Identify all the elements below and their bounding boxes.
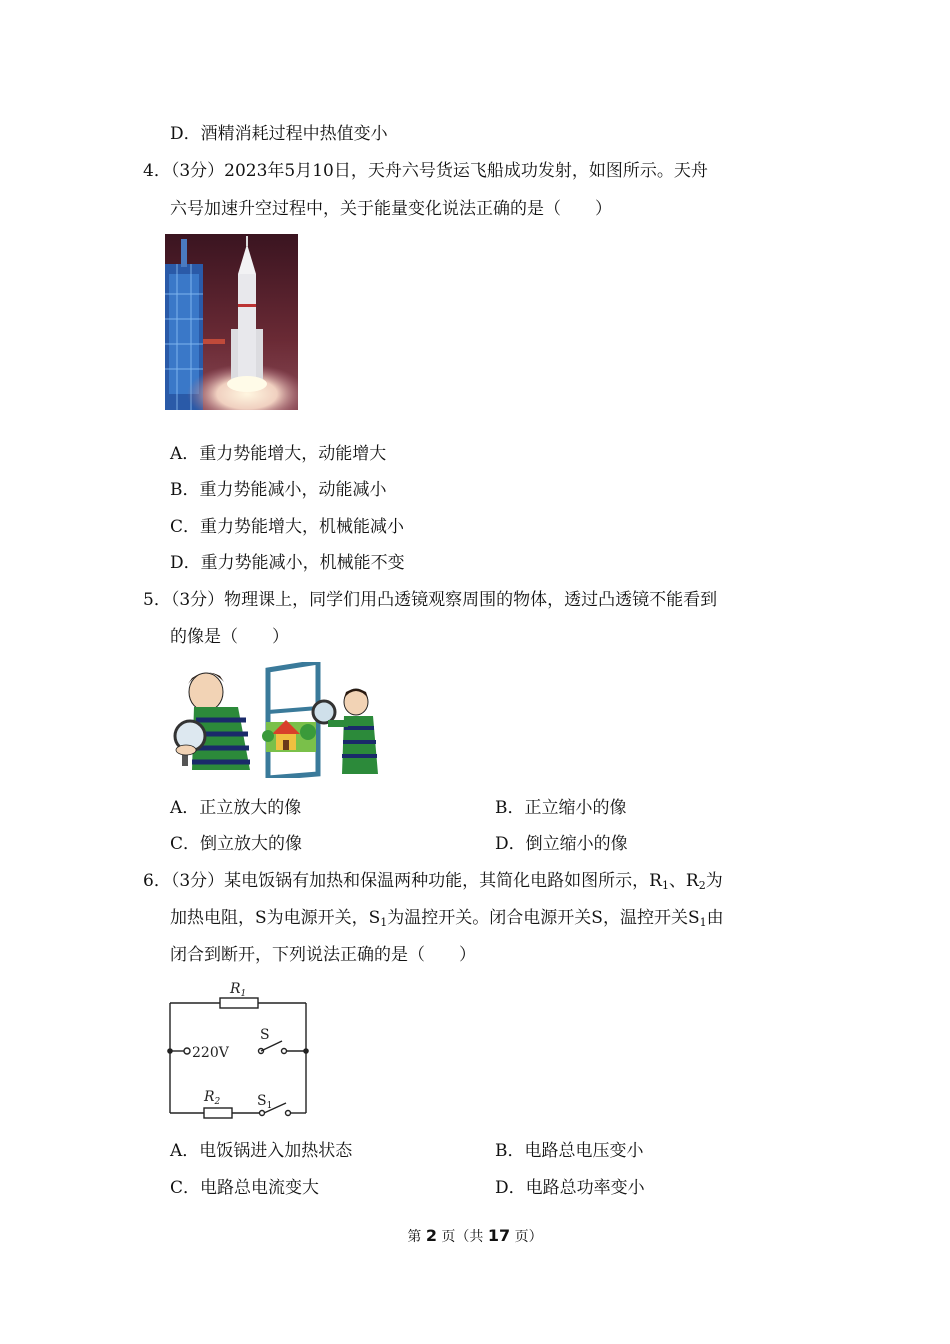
q6-option-d: D．电路总功率变小 <box>495 1178 645 1198</box>
q3-option-d: D．酒精消耗过程中热值变小 <box>170 124 388 144</box>
q6-stem-line2: 加热电阻，S为电源开关，$S_1$为温控开关。闭合电源开关S，温控开关$S_1$由 <box>170 908 724 929</box>
q4-option-b: B．重力势能减小，动能减小 <box>170 480 387 500</box>
q5-option-a: A．正立放大的像 <box>170 798 302 818</box>
q4-option-d: D．重力势能减小，机械能不变 <box>170 553 405 573</box>
page-footer: 第 2 页（共 17 页） <box>407 1226 543 1245</box>
q5-stem-line1: 5．（3分）物理课上，同学们用凸透镜观察周围的物体，透过凸透镜不能看到 <box>143 590 718 610</box>
q5-stem-line2: 的像是（ ） <box>170 627 289 647</box>
rocket-launch-photo <box>165 234 298 410</box>
q5-option-b: B．正立缩小的像 <box>495 798 627 818</box>
svg-text:S: S <box>260 1027 270 1043</box>
svg-text:R1: $R_1$ <box>230 981 247 999</box>
q6-option-b: B．电路总电压变小 <box>495 1141 644 1161</box>
q6-option-a: A．电饭锅进入加热状态 <box>170 1141 353 1161</box>
q4-stem-line2: 六号加速升空过程中，关于能量变化说法正确的是（ ） <box>170 199 612 219</box>
q6-stem-line3: 闭合到断开，下列说法正确的是（ ） <box>170 945 476 965</box>
rice-cooker-circuit-diagram <box>164 975 314 1120</box>
convex-lens-illustration <box>168 662 383 778</box>
svg-text:S1: $S_1$ <box>257 1093 273 1111</box>
q5-option-c: C．倒立放大的像 <box>170 834 303 854</box>
q6-option-c: C．电路总电流变大 <box>170 1178 320 1198</box>
q4-option-a: A．重力势能增大，动能增大 <box>170 444 387 464</box>
q6-stem-line1: 6．（3分）某电饭锅有加热和保温两种功能，其简化电路如图所示，$R_1$、$R_2$为 <box>143 871 723 892</box>
svg-text:R2: $R_2$ <box>204 1089 221 1107</box>
q5-option-d: D．倒立缩小的像 <box>495 834 628 854</box>
voltage-label: 220V <box>192 1045 229 1061</box>
q4-stem-line1: 4．（3分）2023年5月10日，天舟六号货运飞船成功发射，如图所示。天舟 <box>143 161 708 181</box>
q4-option-c: C．重力势能增大，机械能减小 <box>170 517 405 537</box>
